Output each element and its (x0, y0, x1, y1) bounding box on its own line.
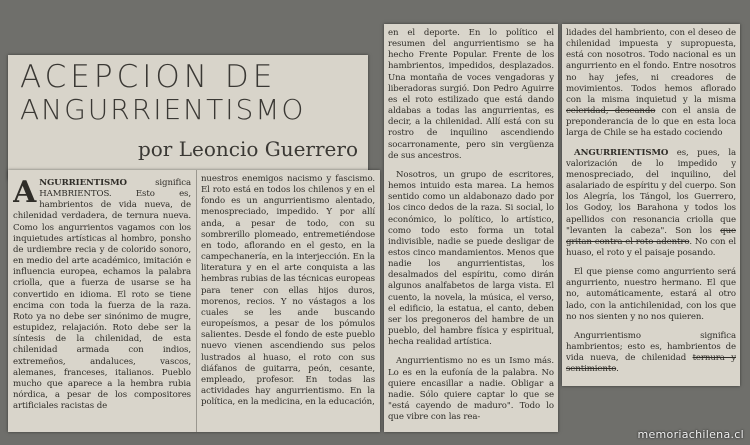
column-3 (388, 28, 554, 430)
angurrientismo-bold: ANGURRIENTISMO (574, 147, 669, 158)
struck-text-3: ternura y sentimiento (566, 353, 736, 375)
struck-text-2: que gritan contra el roto adentro (566, 225, 736, 247)
headline-clipping (8, 55, 368, 180)
column-divider (196, 170, 197, 432)
column-4-paragraph-1: lidades del hambriento, con el deseo de chilenidad impuesta y supropuesta, está con nosotros. Todo nacional es un angurriento en el fondo. Entre nosotros no hay jefes, ni creadores de movimientos. Todos hemos aflorado con la misma inquietud y la misma (566, 28, 736, 105)
watermark: memoriachilena.cl (637, 428, 744, 441)
article-byline: por Leoncio Guerrero (137, 137, 358, 161)
text-clipping-left (8, 170, 380, 432)
column-4-paragraph-2: es, pues, la valorización de lo impedido y menospreciado, del inquilino, del asalariado de espíritu y del cuerpo. Son los Alegría, los Tángol, los Guerrero, los Godoy, los Barahona y todos los apellidos con resonancia criolla que "levanten la cabeza". Son los (566, 147, 736, 236)
column-4-paragraph-1-end: con el ansia de preponderancia de lo que en esta loca larga de Chile se ha estado cociendo (566, 106, 736, 139)
column-3-paragraph-1: en el deporte. En lo político el resumen del angurrientismo se ha hecho Frente Popular. Frente de los hambrientos, impedidos, desplazados. Una montaña de voces vengadoras y liberadoras surgió. Don Pedro Aguirre es el roto estilizado que está dando aldabas a todas las angurrientas, es decir, a la chilenidad. Allí está con su rostro de inquilino ascendiendo socarronamente, pero sin vergüenza de sus ancestros. (388, 28, 554, 161)
column-4-paragraph-4-end: . (616, 364, 619, 375)
column-4-paragraph-2-end: . No con el huaso, el roto y el paisaje posando. (566, 236, 736, 258)
article-title-line-2: ANGURRIENTISMO (20, 93, 306, 126)
drop-cap: A (13, 178, 37, 210)
column-4 (566, 28, 736, 384)
text-clipping-middle (384, 24, 558, 432)
text-clipping-right (562, 24, 740, 386)
struck-text-1: celeridad, deseando (566, 106, 656, 117)
column-3-paragraph-3: Angurrientismo no es un Ismo más. Lo es en la eufonía de la palabra. No quiere encasillar a nadie. Obligar a nadie. Sólo quiere captar lo que se "está cayendo de maduro". Todo lo que vibre con las rea- (388, 356, 554, 423)
column-4-paragraph-4: Angurrientismo significa hambrientos; esto es, hambrientos de vida nueva, de chilenidad (566, 330, 736, 364)
column-3-paragraph-2: Nosotros, un grupo de escritores, hemos intuido esta marea. La hemos sentido como un aldabonazo dado por los cinco dedos de la raza. Si social, lo económico, lo político, lo artístico, como todo esto forma un total indivisible, nadie se puede desligar de estos cinco mandamientos. Menos que nadie los angurrientistas, los desalmados del espíritu, como dirán algunos analfabetos de larga vista. El cuento, la novela, la música, el verso, el edificio, la estatua, el canto, deben ser los pregoneros del hambre de un pueblo, del hambre física y espiritual, hecha realidad artística. (388, 169, 554, 348)
column-1-text: significa HAMBRIENTOS. Esto es, hambrientos de vida nueva, de chilenidad verdadera, de ternura nueva. Como los angurrientos vagamos con los inquietudes artísticas al hombro, ponsho de urdiembre recia y de colorido sonoro, en medio del arte académico, imitación e influencia europea, echamos la palabra criolla, que a fuerza de usarse se ha convertido en idioma. El roto se tiene encima con toda la fuerza de la raza. Roto ya no debe ser sinónimo de mugre, estupidez, relajación. Roto debe ser la síntesis de la chilenidad, de esta chilenidad armada con indios, extremeños, andaluces, vascos, alemanes, franceses, italianos. Pueblo mucho que aparece a la hembra rubia nórdica, a pesar de los compositores artificiales racistas de (13, 178, 191, 412)
column-4-paragraph-3: El que piense como angurriento será angurriento, nuestro hermano. El que no, automáticamente, estará al otro lado, con la antichilenidad, con los que no nos sienten y no nos quieren. (566, 267, 736, 322)
column-2 (201, 174, 375, 430)
lead-word: NGURRIENTISMO (39, 178, 127, 188)
column-2-text: nuestros enemigos nacismo y fascismo. El roto está en todos los chilenos y en el fondo es un angurrientismo alentado, menospreciado, impedido. Y por allí anda, a pesar de todo, con su sombrerillo plomeado, entremetiéndose en todo, aflorando en el gesto, en la campechanería, en la interjección. En la literatura y en el arte conquista a las hembras rubias de las técnicas europeas para tener con ellas hijos duros, morenos, recios. Y no vástagos a los cuales se les ande buscando europeísmos, a pesar de los pómulos salientes. Desde el fondo de este pueblo nuevo vienen ascendiendo sus pelos lustrados al huaso, el roto con sus diáfanos de guitarra, peón, cesante, empleado, profesor. En todas las actividades hay angurrientismo. En la política, en la medicina, en la educación, (201, 174, 375, 408)
article-title-line-1: ACEPCION DE (20, 59, 277, 95)
column-1 (13, 178, 191, 430)
